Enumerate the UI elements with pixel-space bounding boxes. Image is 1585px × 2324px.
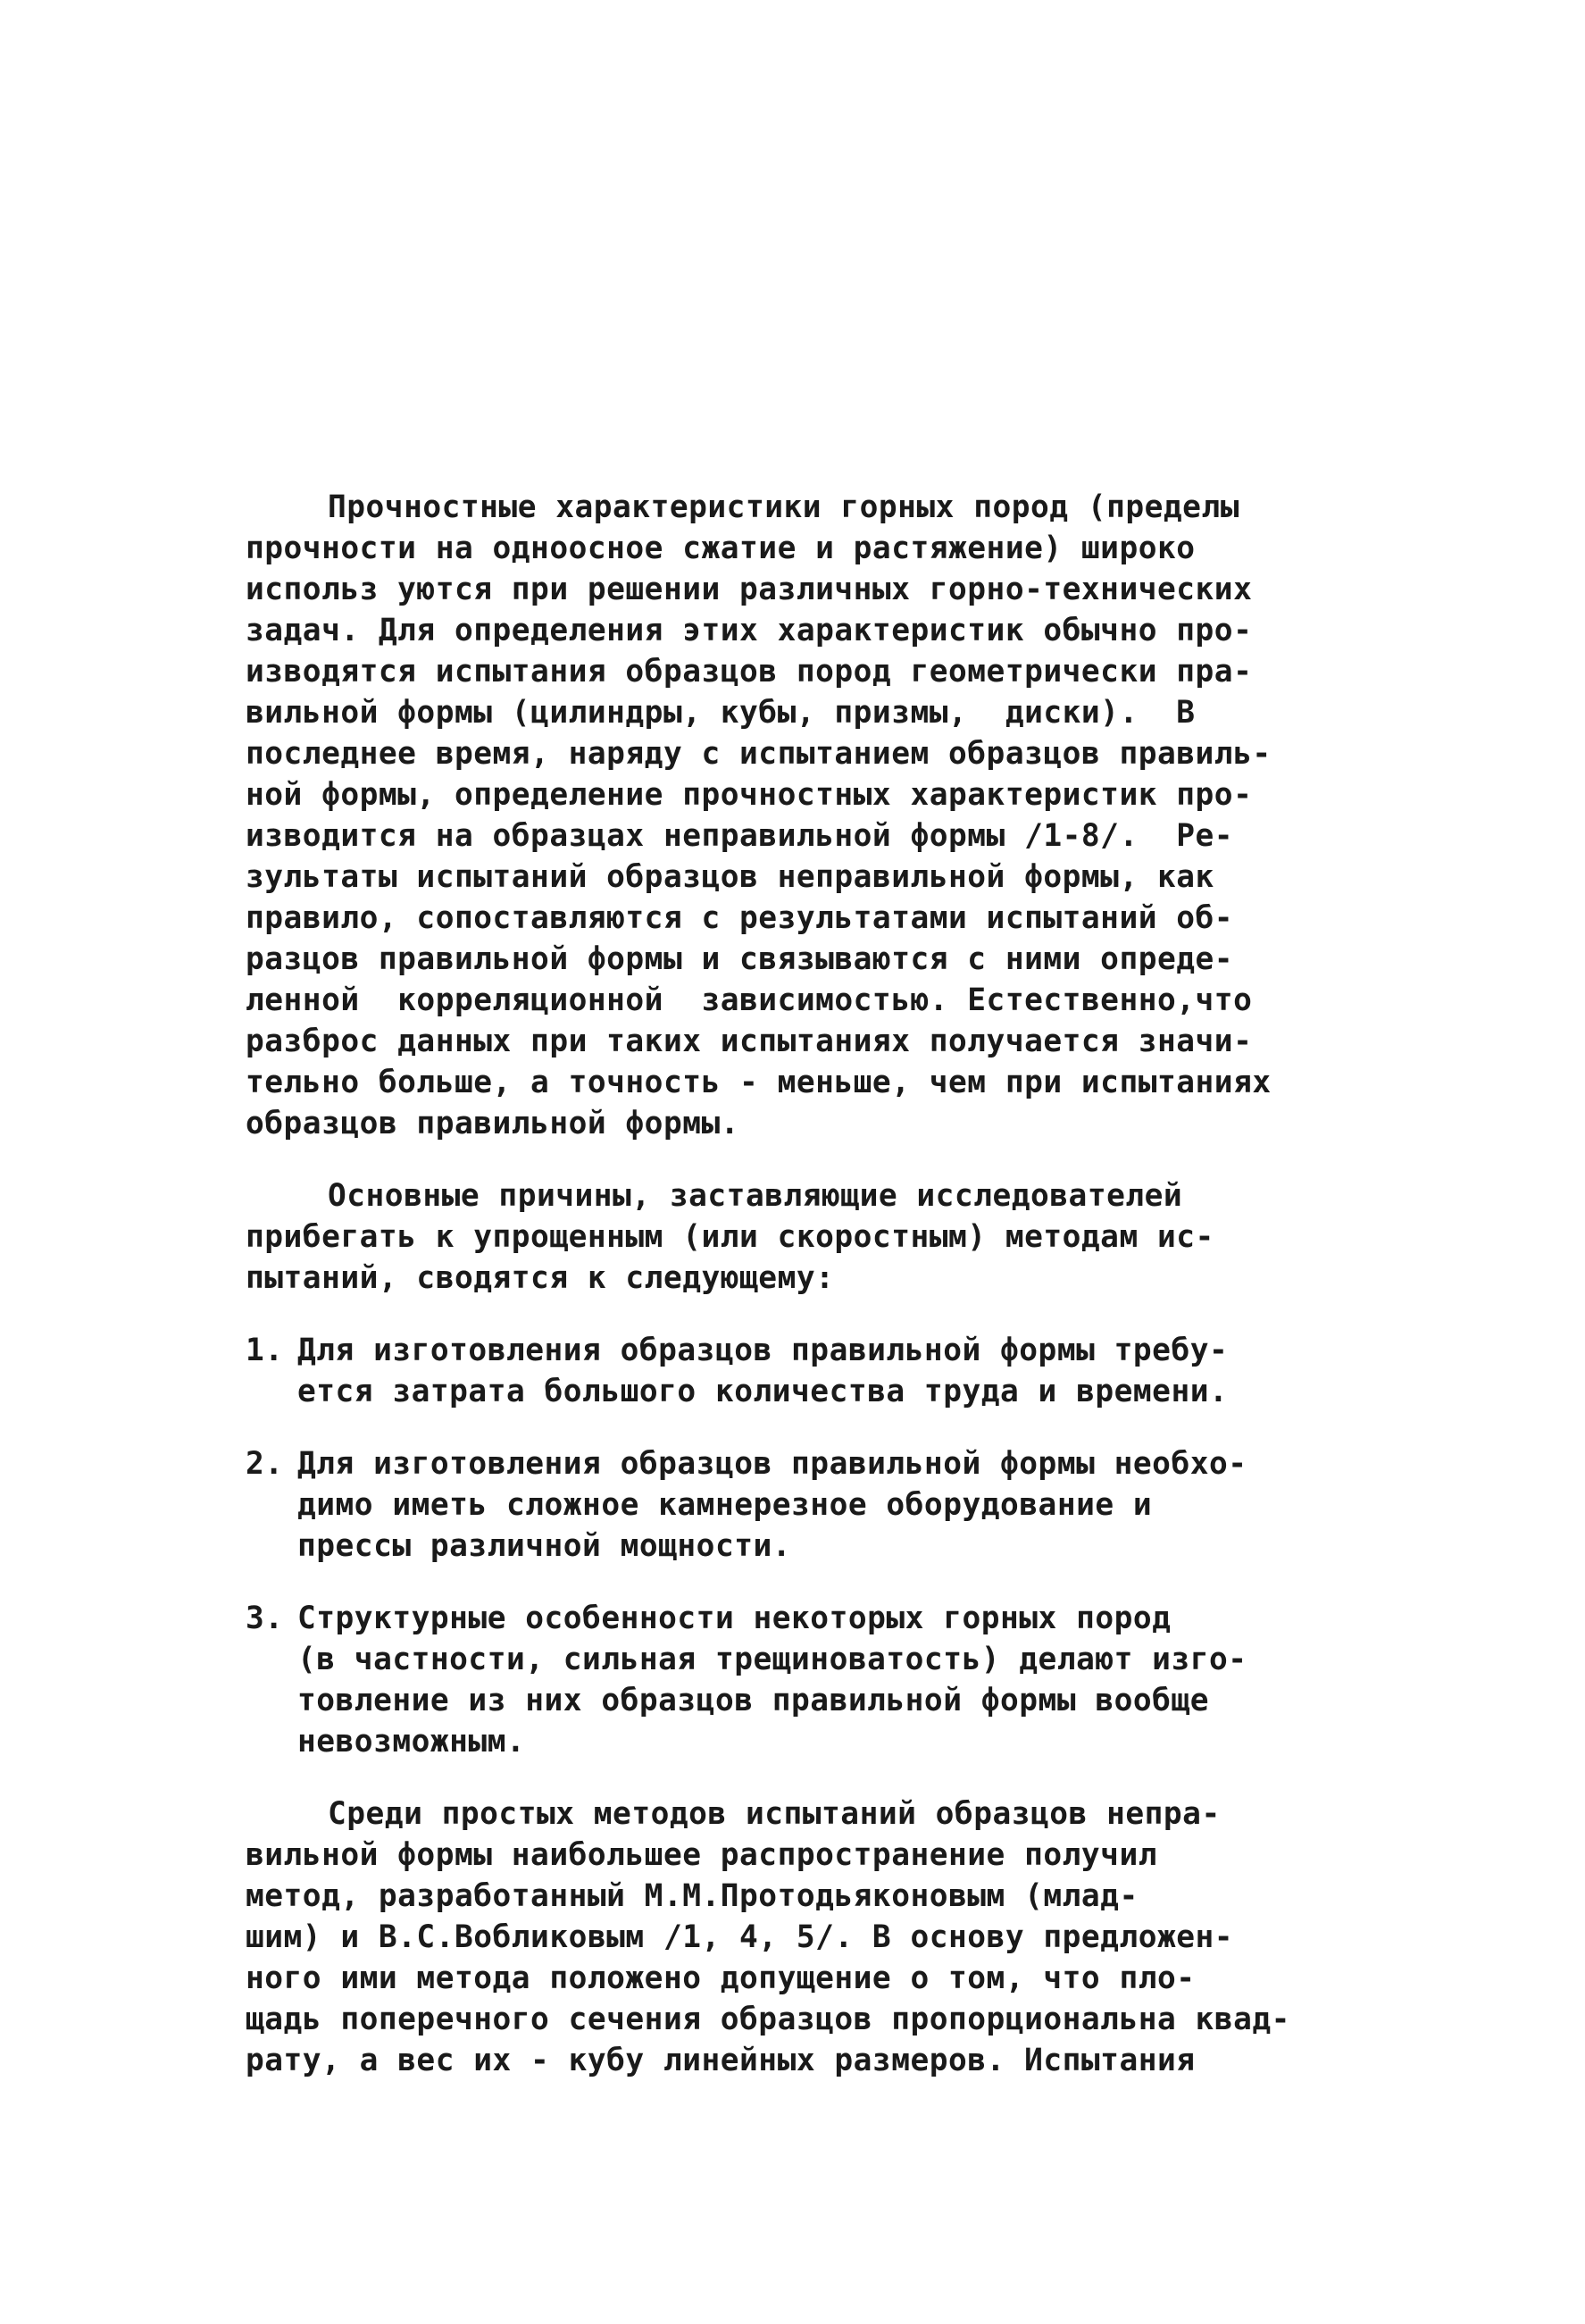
text-line: использ уются при решении различных горно-технических bbox=[246, 572, 1253, 607]
text-line: изводится на образцах неправильной формы /1-8/. Ре- bbox=[246, 818, 1234, 854]
text-line: Прочностные характеристики горных пород (пределы bbox=[328, 489, 1239, 525]
paragraph-spacer bbox=[246, 1299, 1335, 1330]
text-line: Основные причины, заставляющие исследователей bbox=[328, 1178, 1183, 1214]
text-line: Среди простых методов испытаний образцов непра- bbox=[328, 1796, 1221, 1832]
text-line: шим) и В.С.Вобликовым /1, 4, 5/. В основу предложен- bbox=[246, 1919, 1234, 1955]
text-line: димо иметь сложное камнерезное оборудование и bbox=[297, 1487, 1153, 1523]
text-line: Структурные особенности некоторых горных пород bbox=[297, 1601, 1172, 1636]
text-line: ной формы, определение прочностных характеристик про- bbox=[246, 777, 1253, 813]
text-line: разцов правильной формы и связываются с ними опреде- bbox=[246, 941, 1234, 977]
paragraph-methods bbox=[246, 1793, 1335, 2081]
list-number: 1. bbox=[246, 1333, 284, 1368]
text-line: тельно больше, а точность - меньше, чем при испытаниях bbox=[246, 1065, 1272, 1100]
text-line: последнее время, наряду с испытанием образцов правиль- bbox=[246, 736, 1272, 772]
list-number: 2. bbox=[246, 1446, 284, 1482]
text-line: метод, разработанный М.М.Протодьяконовым (млад- bbox=[246, 1878, 1139, 1914]
list-item bbox=[246, 1330, 1335, 1412]
text-line: разброс данных при таких испытаниях получается значи- bbox=[246, 1024, 1253, 1059]
paragraph-intro bbox=[246, 487, 1335, 1144]
text-line: изводятся испытания образцов пород геометрически пра- bbox=[246, 654, 1253, 690]
text-line: вильной формы наибольшее распространение получил bbox=[246, 1837, 1157, 1873]
text-line: прочности на одноосное сжатие и растяжение) широко bbox=[246, 531, 1196, 566]
list-item bbox=[246, 1598, 1335, 1762]
page-text bbox=[246, 487, 1335, 2081]
text-line: образцов правильной формы. bbox=[246, 1106, 740, 1141]
text-line: пытаний, сводятся к следующему: bbox=[246, 1260, 835, 1296]
text-line: ется затрата большого количества труда и времени. bbox=[297, 1374, 1229, 1409]
text-line: рату, а вес их - кубу линейных размеров. Испытания bbox=[246, 2043, 1196, 2078]
text-line: ного ими метода положено допущение о том, что пло- bbox=[246, 1960, 1196, 1996]
paragraph-spacer bbox=[246, 1144, 1335, 1175]
text-line: вильной формы (цилиндры, кубы, призмы, диски). В bbox=[246, 695, 1196, 731]
paragraph-spacer bbox=[246, 1762, 1335, 1793]
list-item bbox=[246, 1443, 1335, 1567]
text-line: правило, сопоставляются с результатами испытаний об- bbox=[246, 900, 1234, 936]
text-line: (в частности, сильная трещиноватость) делают изго- bbox=[297, 1642, 1247, 1677]
text-line: невозможным. bbox=[297, 1724, 526, 1760]
text-line: Для изготовления образцов правильной формы необхо- bbox=[297, 1446, 1247, 1482]
text-line: товление из них образцов правильной формы вообще bbox=[297, 1683, 1209, 1718]
text-line: Для изготовления образцов правильной формы требу- bbox=[297, 1333, 1229, 1368]
text-line: прессы различной мощности. bbox=[297, 1528, 792, 1564]
text-line: ленной корреляционной зависимостью. Естественно,что bbox=[246, 982, 1253, 1018]
text-line: щадь поперечного сечения образцов пропорциональна квад- bbox=[246, 2002, 1290, 2037]
paragraph-spacer bbox=[246, 1412, 1335, 1443]
paragraph-spacer bbox=[246, 1567, 1335, 1598]
text-line: прибегать к упрощенным (или скоростным) методам ис- bbox=[246, 1219, 1214, 1255]
list-number: 3. bbox=[246, 1601, 284, 1636]
paragraph-reasons bbox=[246, 1175, 1335, 1299]
text-line: зультаты испытаний образцов неправильной формы, как bbox=[246, 859, 1214, 895]
text-line: задач. Для определения этих характеристик обычно про- bbox=[246, 613, 1253, 648]
